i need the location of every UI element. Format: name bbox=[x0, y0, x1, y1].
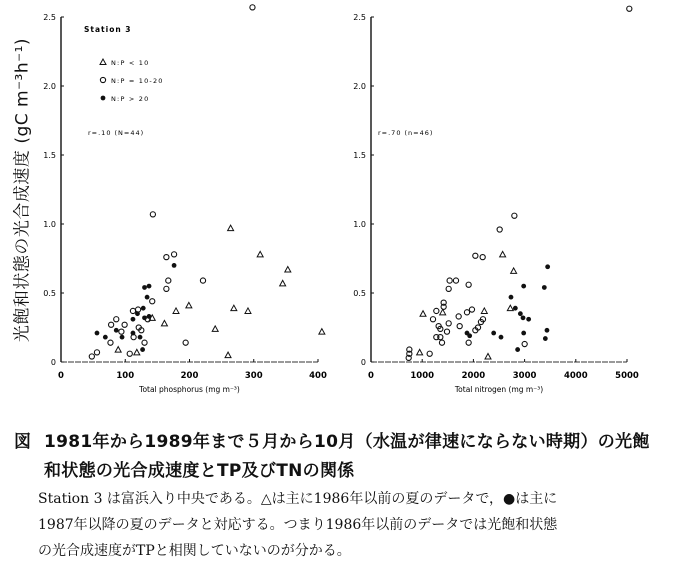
tp-point-triangle bbox=[257, 251, 263, 256]
tn-point-triangle bbox=[420, 311, 426, 317]
legend-label: N:P > 20 bbox=[111, 95, 150, 103]
tp-point-triangle bbox=[115, 347, 121, 353]
tn-y-tick-label: 0 bbox=[360, 358, 366, 367]
tp-point-open-circle bbox=[89, 354, 94, 359]
tn-point-open-circle bbox=[446, 286, 451, 291]
tp-x-tick-label: 200 bbox=[180, 371, 199, 381]
tp-point-filled-circle bbox=[140, 347, 145, 352]
legend-label: N:P = 10-20 bbox=[111, 77, 164, 85]
tn-x-tick-label: 4000 bbox=[563, 371, 588, 381]
tn-point-open-circle bbox=[469, 307, 474, 312]
tn-point-open-circle bbox=[444, 329, 449, 334]
tn-point-filled-circle bbox=[467, 333, 472, 338]
tp-point-filled-circle bbox=[142, 315, 147, 320]
tn-correlation-annotation: r=.70 (n=46) bbox=[378, 129, 434, 137]
tp-point-open-circle bbox=[119, 329, 124, 334]
tp-point-triangle bbox=[173, 308, 179, 314]
tn-point-open-circle bbox=[439, 340, 444, 345]
tn-point-open-circle bbox=[456, 314, 461, 319]
tp-point-filled-circle bbox=[138, 335, 143, 340]
tp-point-triangle bbox=[228, 225, 234, 231]
tn-point-filled-circle bbox=[521, 315, 526, 320]
tn-point-triangle bbox=[485, 353, 491, 359]
tp-point-filled-circle bbox=[131, 331, 136, 336]
tn-point-open-circle bbox=[434, 308, 439, 313]
tp-point-filled-circle bbox=[131, 317, 136, 322]
tn-point-open-circle bbox=[446, 321, 451, 326]
tn-point-filled-circle bbox=[545, 264, 550, 269]
tn-point-triangle bbox=[481, 308, 487, 314]
tn-point-open-circle bbox=[480, 255, 485, 260]
tp-point-open-circle bbox=[166, 278, 171, 283]
tn-point-filled-circle bbox=[526, 317, 531, 322]
tn-point-open-circle bbox=[457, 324, 462, 329]
tp-point-triangle bbox=[245, 308, 251, 314]
tp-point-open-circle bbox=[127, 351, 132, 356]
tp-x-axis-label: Total phosphorus (mg m⁻³) bbox=[139, 385, 240, 394]
tp-point-open-circle bbox=[164, 255, 169, 260]
tp-point-open-circle bbox=[130, 308, 135, 313]
legend-marker-filled-circle bbox=[101, 96, 106, 101]
tp-point-triangle bbox=[319, 329, 325, 335]
tp-point-open-circle bbox=[108, 340, 113, 345]
tp-point-filled-circle bbox=[147, 314, 152, 319]
tp-y-tick-label: 1.0 bbox=[43, 220, 56, 229]
tn-point-filled-circle bbox=[545, 328, 550, 333]
tn-point-filled-circle bbox=[542, 285, 547, 290]
tn-x-tick-label: 1000 bbox=[410, 371, 435, 381]
tp-point-open-circle bbox=[164, 286, 169, 291]
tn-y-tick-label: 0.5 bbox=[353, 289, 366, 298]
tp-point-open-circle bbox=[142, 340, 147, 345]
tn-x-axis-label: Total nitrogen (mg m⁻³) bbox=[454, 385, 544, 394]
tn-point-filled-circle bbox=[499, 335, 504, 340]
tn-point-filled-circle bbox=[521, 331, 526, 336]
tp-x-tick-label: 300 bbox=[244, 371, 263, 381]
tn-x-tick-label: 2000 bbox=[461, 371, 486, 381]
tn-point-open-circle bbox=[427, 351, 432, 356]
legend-marker-triangle bbox=[100, 59, 106, 65]
tp-point-filled-circle bbox=[172, 263, 177, 268]
tp-y-tick-label: 0 bbox=[50, 358, 56, 367]
tp-point-filled-circle bbox=[142, 285, 147, 290]
tp-point-filled-circle bbox=[103, 335, 108, 340]
tn-y-tick-label: 1.5 bbox=[353, 151, 366, 160]
tn-point-open-circle bbox=[466, 282, 471, 287]
tp-point-triangle bbox=[280, 280, 286, 286]
tn-x-tick-label: 5000 bbox=[615, 371, 639, 381]
tn-point-open-circle bbox=[453, 278, 458, 283]
caption-body-line-1: Station 3 は富浜入り中央である。△は主に1986年以前の夏のデータで，●は主に bbox=[38, 491, 558, 507]
tn-point-triangle bbox=[507, 305, 513, 311]
tn-point-triangle bbox=[511, 268, 517, 274]
tp-point-open-circle bbox=[94, 350, 99, 355]
tp-point-triangle bbox=[225, 352, 231, 358]
tp-point-open-circle bbox=[183, 340, 188, 345]
tp-point-filled-circle bbox=[141, 306, 146, 311]
tp-point-open-circle bbox=[150, 299, 155, 304]
tn-point-triangle bbox=[440, 309, 446, 315]
tp-point-triangle bbox=[285, 267, 291, 273]
tn-point-filled-circle bbox=[513, 306, 518, 311]
caption-title-text: 1981年から1989年まで５月から10月（水温が律速にならない時期）の光飽 bbox=[44, 432, 650, 452]
tn-point-open-circle bbox=[473, 253, 478, 258]
tn-x-tick-label: 3000 bbox=[512, 371, 537, 381]
caption-body-line-2: 1987年以降の夏のデータと対応する。つまり1986年以前のデータでは光飽和状態 bbox=[38, 517, 558, 533]
tp-point-open-circle bbox=[136, 307, 141, 312]
tp-point-triangle bbox=[231, 305, 237, 311]
tn-point-open-circle bbox=[627, 6, 632, 11]
tp-point-open-circle bbox=[114, 317, 119, 322]
tn-point-filled-circle bbox=[518, 311, 523, 316]
tp-point-open-circle bbox=[200, 278, 205, 283]
tn-y-tick-label: 2.0 bbox=[353, 82, 366, 91]
tn-point-triangle bbox=[417, 349, 423, 355]
caption-title-line-1 bbox=[14, 427, 650, 452]
tn-point-open-circle bbox=[447, 278, 452, 283]
tn-x-tick-label: 0 bbox=[368, 371, 374, 381]
tp-point-triangle bbox=[134, 349, 140, 355]
tn-point-filled-circle bbox=[521, 284, 526, 289]
tp-correlation-annotation: r=.10 (N=44) bbox=[88, 129, 145, 137]
tn-point-filled-circle bbox=[543, 336, 548, 341]
tn-point-open-circle bbox=[466, 340, 471, 345]
tp-point-filled-circle bbox=[135, 311, 140, 316]
tp-point-open-circle bbox=[150, 212, 155, 217]
figure-label: 図 bbox=[14, 432, 32, 452]
tp-point-open-circle bbox=[171, 252, 176, 257]
station-title: Station 3 bbox=[84, 25, 132, 34]
tn-point-filled-circle bbox=[509, 295, 514, 300]
tp-point-filled-circle bbox=[114, 328, 119, 333]
tp-y-tick-label: 2.0 bbox=[43, 82, 56, 91]
tn-point-filled-circle bbox=[515, 347, 520, 352]
tp-point-filled-circle bbox=[95, 331, 100, 336]
tn-point-open-circle bbox=[430, 317, 435, 322]
legend-marker-open-circle bbox=[100, 77, 105, 82]
tn-point-open-circle bbox=[512, 213, 517, 218]
tp-x-tick-label: 100 bbox=[116, 371, 135, 381]
tn-y-tick-label: 1.0 bbox=[353, 220, 366, 229]
tp-point-triangle bbox=[186, 302, 192, 308]
tp-point-triangle bbox=[212, 326, 218, 332]
caption-body-line-3: の光合成速度がTPと相関していないのが分かる。 bbox=[38, 543, 351, 559]
tp-point-open-circle bbox=[131, 335, 136, 340]
legend-label: N:P < 10 bbox=[111, 59, 150, 67]
tn-point-open-circle bbox=[497, 227, 502, 232]
tp-y-tick-label: 1.5 bbox=[43, 151, 56, 160]
tp-point-filled-circle bbox=[145, 295, 150, 300]
y-axis-label: 光飽和状態の光合成速度 (gC m⁻³h⁻¹) bbox=[12, 37, 33, 343]
tp-y-tick-label: 2.5 bbox=[43, 13, 56, 22]
tp-point-open-circle bbox=[122, 322, 127, 327]
tp-point-filled-circle bbox=[120, 335, 125, 340]
tp-y-tick-label: 0.5 bbox=[43, 289, 56, 298]
tn-point-open-circle bbox=[522, 341, 527, 346]
tp-point-filled-circle bbox=[147, 284, 152, 289]
tp-point-open-circle bbox=[250, 5, 255, 10]
tp-x-tick-label: 400 bbox=[309, 371, 327, 381]
tn-point-filled-circle bbox=[491, 331, 496, 336]
tp-x-tick-label: 0 bbox=[58, 371, 64, 381]
caption-title-line-2: 和状態の光合成速度とTP及びTNの関係 bbox=[44, 461, 355, 481]
tn-point-open-circle bbox=[464, 310, 469, 315]
tp-point-open-circle bbox=[109, 322, 114, 327]
tn-point-triangle bbox=[500, 251, 506, 256]
tn-y-tick-label: 2.5 bbox=[353, 13, 366, 22]
tp-point-triangle bbox=[161, 320, 167, 326]
